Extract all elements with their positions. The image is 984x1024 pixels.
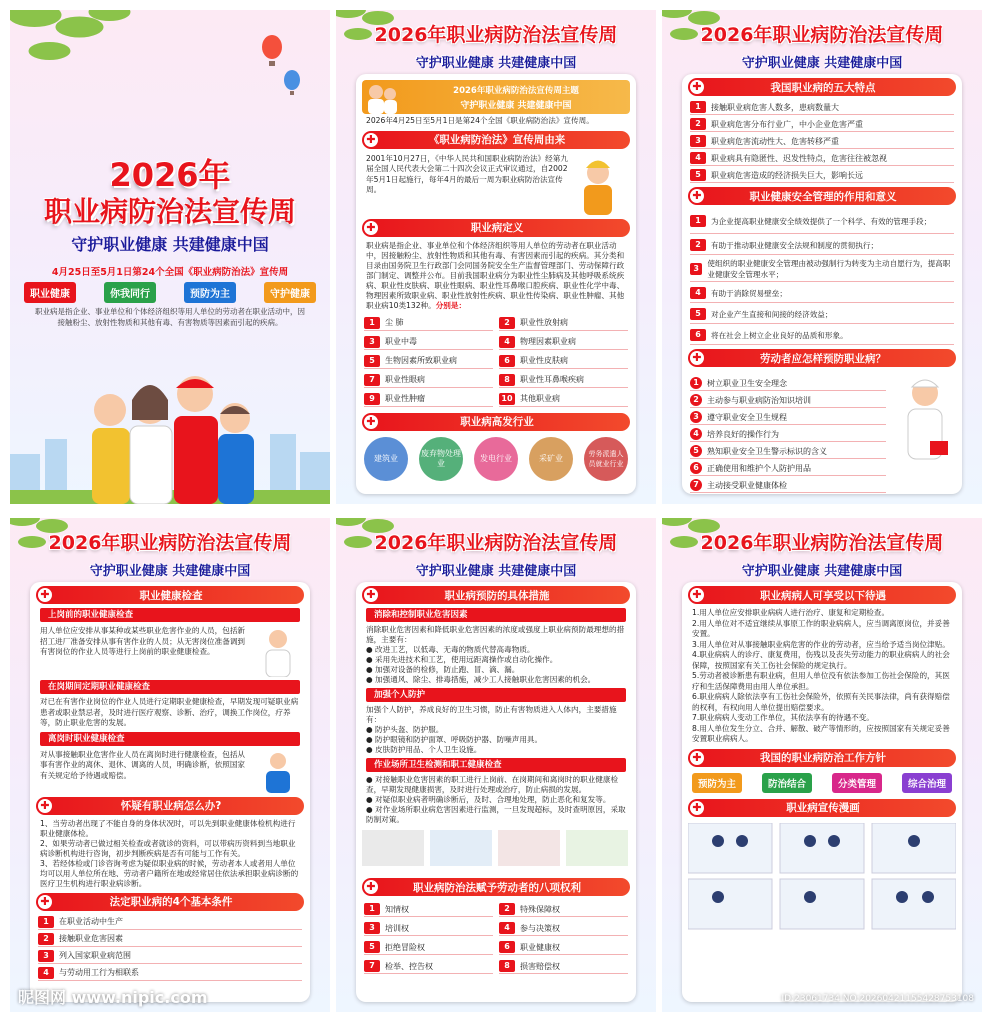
list-item: 5 职业病危害造成的经济损失巨大，影响长远 [690,168,954,183]
checkup-text: 用人单位应安排从事某种或某些职业危害作业的人员，包括新招工进厂准备安排从事有害作业的人员；从无害岗位准备调到有害岗位的作业人员等进行上岗前的职业健康检查。 [40,626,246,656]
balloon-icon [260,35,284,69]
leaf-decoration [10,10,142,90]
doctor-icon [254,625,302,677]
list-item: 2 职业性放射病 [499,316,628,331]
sub-header: 作业场所卫生检测和职工健康检查 [366,758,626,772]
poster-title: 2026年职业病防治法宣传周 [374,24,618,46]
poster-subtitle: 守护职业健康 共建健康中国 [415,564,577,579]
plus-icon: ✚ [364,880,378,894]
list-item: 3 列入国家职业病范围 [38,949,302,964]
list-item: 3 培训权 [364,921,493,936]
list-item: 4 与劳动用工行为相联系 [38,966,302,981]
policy-row [692,773,952,793]
industry-row [364,437,628,481]
cover-intro: 职业病是指企业、事业单位和个体经济组织等用人单位的劳动者在职业活动中，因接触粉尘、放射性物质和其他有毒、有害物质等因素而引起的疾病。 [35,307,305,327]
rights-grid [364,900,628,976]
list-item: 3 职业中毒 [364,335,493,350]
list-item: 1 为企业提高职业健康安全绩效提供了一个科学、有效的管理手段； [690,209,954,234]
category-grid [364,314,628,409]
cover-tag: 你我同行 [104,282,156,303]
section-header: ✚ 劳动者应怎样预防职业病？ [688,349,956,367]
list-item: 9 职业性肿瘤 [364,392,493,407]
section-header: ✚ 我国的职业病防治工作方针 [688,749,956,767]
theme-banner [362,80,630,114]
content-card [356,74,636,494]
list-item: 4 有助于消除贸易壁垒； [690,284,954,303]
origin-text: 2001年10月27日，《中华人民共和国职业病防治法》经第九届全国人民代表大会第二十四次会议正式审议通过，自2002年5月1日起施行，每年4月的最后一周为职业病防治法宣传周。 [366,153,568,194]
doctor-icon [362,80,402,114]
cover-slogan: 守护职业健康 共建健康中国 [71,235,269,254]
benefit-text: 1.用人单位应安排职业病病人进行治疗、康复和定期检查。 2.用人单位对不适宜继续从事原工作的职业病病人，应当调离原岗位，并妥善安置。 3.用人单位对从事接触职业病危害的作业的劳动者，应当给予适当岗位津贴。 4.职业病病人的诊疗、康复费用，伤残以及丧失劳动能力的职业病病人的社会保障，按照国家有关工伤社会保险的规定执行。 5.劳动者被诊断患有职业病，但用人单位没有依法参加工伤社会保险的，其医疗和生活保障费用由用人单位承担。 6.职业病病人除依法享有工伤社会保险外，依照有关民事法律，尚有获得赔偿的权利，有权向用人单位提出赔偿要求。 7.职业病病人变动工作单位，其依法享有的待遇不变。 8.用人单位发生分立、合并、解散、破产等情形的，应按照国家有关规定妥善安置职业病病人。 [692,608,950,743]
list-item: 5 熟知职业安全卫生警示标识的含义 [690,444,886,459]
poster-6 [662,518,982,1012]
list-item: 5 对企业产生直接和间接的经济效益； [690,305,954,324]
plus-icon: ✚ [690,588,704,602]
policy-tag: 综合治理 [902,773,952,793]
list-item: 2 职业病危害分布行业广，中小企业危害严重 [690,117,954,132]
list-item: 7 检举、控告权 [364,959,493,974]
industry-circle: 废弃物处理业 [419,437,463,481]
cover-tag: 职业健康 [24,282,76,303]
plus-icon: ✚ [364,221,378,235]
definition-text: 职业病是指企业、事业单位和个体经济组织等用人单位的劳动者在职业活动中，因接触粉尘、放射性物质和其他有毒、有害因素而引起的疾病。其分类和目录由国务院卫生行政部门会同国务院安全生产监督管理部门、劳动保障行政部门制定、调整并公布。目前我国职业病分为职业性尘肺病及其他呼吸系统疾病、职业性皮肤病、职业性眼病、职业性耳鼻喉口腔疾病、职业性化学中毒、物理因素所致职业病、职业性放射性疾病、职业性传染病、职业性肿瘤、其他职业病10类132种。分别是： [366,240,625,310]
sub-header: 在岗期间定期职业健康检查 [40,680,300,694]
section-header: ✚ 职业病防治法赋予劳动者的八项权利 [362,878,630,896]
section-header: ✚ 怀疑有职业病怎么办? [36,797,304,815]
measure-text: ● 对接触职业危害因素的职工进行上岗前、在岗期间和离岗时的职业健康检查，早期发现健康损害，及时进行处理或治疗，防止病损的发展。 ● 对疑似职业病者明确诊断后，及时、合理地处理，防止恶化和复发等。 ● 对作业场所职业病危害因素进行监测，一旦发现超标，及时查明原因，采取防制对策。 [366,775,626,824]
list-item: 6 将在社会上树立企业良好的品质和形象。 [690,326,954,345]
policy-tag: 防治结合 [762,773,812,793]
theme-line-2: 守护职业健康 共建健康中国 [460,101,572,111]
plus-icon: ✚ [690,189,704,203]
list-item: 1 知情权 [364,902,493,917]
plus-icon: ✚ [690,351,704,365]
section-header: ✚ 职业病病人可享受以下待遇 [688,586,956,604]
poster-5 [336,518,656,1012]
list-item: 8 职业性耳鼻喉疾病 [499,373,628,388]
poster-subtitle: 守护职业健康 共建健康中国 [741,56,903,71]
cover-year: 2026年 [109,156,231,194]
section-header: ✚ 职业健康安全管理的作用和意义 [688,187,956,205]
cover-button-row [24,282,316,303]
plus-icon: ✚ [38,895,52,909]
industry-circle: 劳务派遣人员就业行业 [584,437,628,481]
theme-line-1: 2026年职业病防治法宣传周主题 [453,86,579,96]
section-header: ✚ 我国职业病的五大特点 [688,78,956,96]
list-item: 1 接触职业病危害人数多，患病数量大 [690,100,954,115]
measure-text: 消除职业危害因素和降低职业危害因素的浓度或强度上职业病预防最理想的措施，主要有： ● 改进工艺，以低毒、无毒的物质代替高毒物质。 ● 采用先进技术和工艺，使用远距离操作或自动化操作。 ● 加强对设备的检修，防止跑、冒、滴、漏。 ● 加强通风、除尘、排毒措施，减少工人接触职业危害因素的机会。 [366,625,625,684]
poster-3 [662,10,982,504]
list-item: 1 尘 肺 [364,316,493,331]
worker-icon [254,749,302,793]
plus-icon: ✚ [364,133,378,147]
section-header: ✚ 《职业病防治法》宣传周由来 [362,131,630,149]
poster-subtitle: 守护职业健康 共建健康中国 [89,564,251,579]
plus-icon: ✚ [364,415,378,429]
list-item: 4 物理因素职业病 [499,335,628,350]
industry-circle: 发电行业 [474,437,518,481]
list-item: 5 拒绝冒险权 [364,940,493,955]
list-item: 2 特殊保障权 [499,902,628,917]
list-item: 7 主动接受职业健康体检 [690,478,886,493]
content-card [682,582,962,1002]
section-header: ✚ 职业健康检查 [36,586,304,604]
doctor-icon [894,371,956,471]
plus-icon: ✚ [364,588,378,602]
plus-icon: ✚ [690,80,704,94]
list-item: 3 遵守职业安全卫生规程 [690,410,886,425]
sub-header: 消除和控制职业危害因素 [366,608,626,622]
worker-icon [568,153,628,215]
list-item: 10 其他职业病 [499,392,628,407]
list-item: 2 接触职业危害因素 [38,932,302,947]
section-header: ✚ 职业病定义 [362,219,630,237]
poster-title: 2026年职业病防治法宣传周 [700,532,944,554]
prevention-list [690,374,886,494]
list-item: 4 职业病具有隐匿性、迟发性特点，危害往往被忽视 [690,151,954,166]
list-item: 4 参与决策权 [499,921,628,936]
poster-cover [10,10,330,504]
watermark-left: 昵图网 www.nipic.com [18,988,208,1007]
plus-icon: ✚ [38,588,52,602]
poster-title: 2026年职业病防治法宣传周 [700,24,944,46]
list-item: 1 在职业活动中生产 [38,915,302,930]
watermark-right: ID:23061734 NO:20260421155428753108 [781,994,974,1004]
policy-tag: 分类管理 [832,773,882,793]
content-card [30,582,310,1002]
sub-header: 加强个人防护 [366,688,626,702]
list-item: 1 树立职业卫生安全理念 [690,376,886,391]
theme-text: 2026年4月25日至5月1日是第24个全国《职业病防治法》宣传周。 [366,116,594,125]
condition-list [38,915,302,981]
list-item: 2 主动参与职业病防治知识培训 [690,393,886,408]
sub-header: 上岗前的职业健康检查 [40,608,300,622]
cover-tag: 预防为主 [184,282,236,303]
list-item: 6 职业健康权 [499,940,628,955]
suspect-text: 1、当劳动者出现了不能自身的身体状况时，可以先到职业健康体检机构进行职业健康体检。 2、如果劳动者已做过相关检查或者就诊的资料，可以带病历资料到当地职业病诊断机构进行咨询，初步判断疾病是否有可能与工作有关。 3、若经体检或门诊咨询考虑为疑似职业病的时候，劳动者本人或者用人单位均可以用人单位所在地、劳动者户籍所在地或经常居住依法承担职业病诊断的医疗卫生机构进行职业病诊断。 [40,818,299,888]
industry-circle: 采矿业 [529,437,573,481]
cover-tag: 守护健康 [264,282,316,303]
list-item: 6 职业性皮肤病 [499,354,628,369]
illustration-strip [362,828,630,868]
cover-title: 职业病防治法宣传周 [43,195,296,228]
content-card [356,582,636,1002]
list-item: 8 损害赔偿权 [499,959,628,974]
plus-icon: ✚ [38,799,52,813]
poster-subtitle: 守护职业健康 共建健康中国 [415,56,577,71]
meaning-list [690,209,954,345]
list-item: 3 使组织的职业健康安全管理由被动强制行为转变为主动自愿行为，提高职业健康安全管理水平； [690,257,954,282]
poster-2 [336,10,656,504]
industry-circle: 建筑业 [364,437,408,481]
list-item: 5 生物因素所致职业病 [364,354,493,369]
comic-panels [688,823,956,931]
section-header: ✚ 职业病高发行业 [362,413,630,431]
plus-icon: ✚ [690,801,704,815]
balloon-icon [282,70,302,98]
cover-date-line: 4月25日至5月1日第24个全国《职业病防治法》宣传周 [51,267,289,278]
workers-illustration [80,370,270,504]
list-item: 7 职业性眼病 [364,373,493,388]
sub-header: 离岗时职业健康检查 [40,732,300,746]
poster-4 [10,518,330,1012]
poster-subtitle: 守护职业健康 共建健康中国 [741,564,903,579]
checkup-text: 对从事接触职业危害作业人员在离岗时进行健康检查，包括从事有害作业的离休、退休、调离的人员，明确诊断，依照国家有关规定给予待遇或赔偿。 [40,749,246,780]
list-item: 6 正确使用和维护个人防护用品 [690,461,886,476]
measure-text: 加强个人防护，养成良好的卫生习惯，防止有害物质进入人体内，主要措施有： ● 防护头盔、防护服。 ● 防护眼镜和防护面罩、呼吸防护器、防噪声用具。 ● 皮肤防护用品、个人卫生设施。 [366,705,617,754]
policy-tag: 预防为主 [692,773,742,793]
section-header: ✚ 职业病预防的具体措施 [362,586,630,604]
section-header: ✚ 职业病宣传漫画 [688,799,956,817]
checkup-text: 对已在有害作业岗位的作业人员进行定期职业健康检查，早期发现可疑职业病患者或职业禁忌者，及时进行医疗观察、诊断、治疗，调换工作岗位，疗养等，防止职业危害的发展。 [40,697,299,727]
poster-title: 2026年职业病防治法宣传周 [48,532,292,554]
list-item: 2 有助于推动职业健康安全法规和制度的贯彻执行； [690,236,954,255]
list-item: 4 培养良好的操作行为 [690,427,886,442]
content-card [682,74,962,494]
poster-title: 2026年职业病防治法宣传周 [374,532,618,554]
feature-list [690,100,954,183]
section-header: ✚ 法定职业病的4个基本条件 [36,893,304,911]
list-item: 3 职业病危害流动性大、危害转移严重 [690,134,954,149]
plus-icon: ✚ [690,751,704,765]
